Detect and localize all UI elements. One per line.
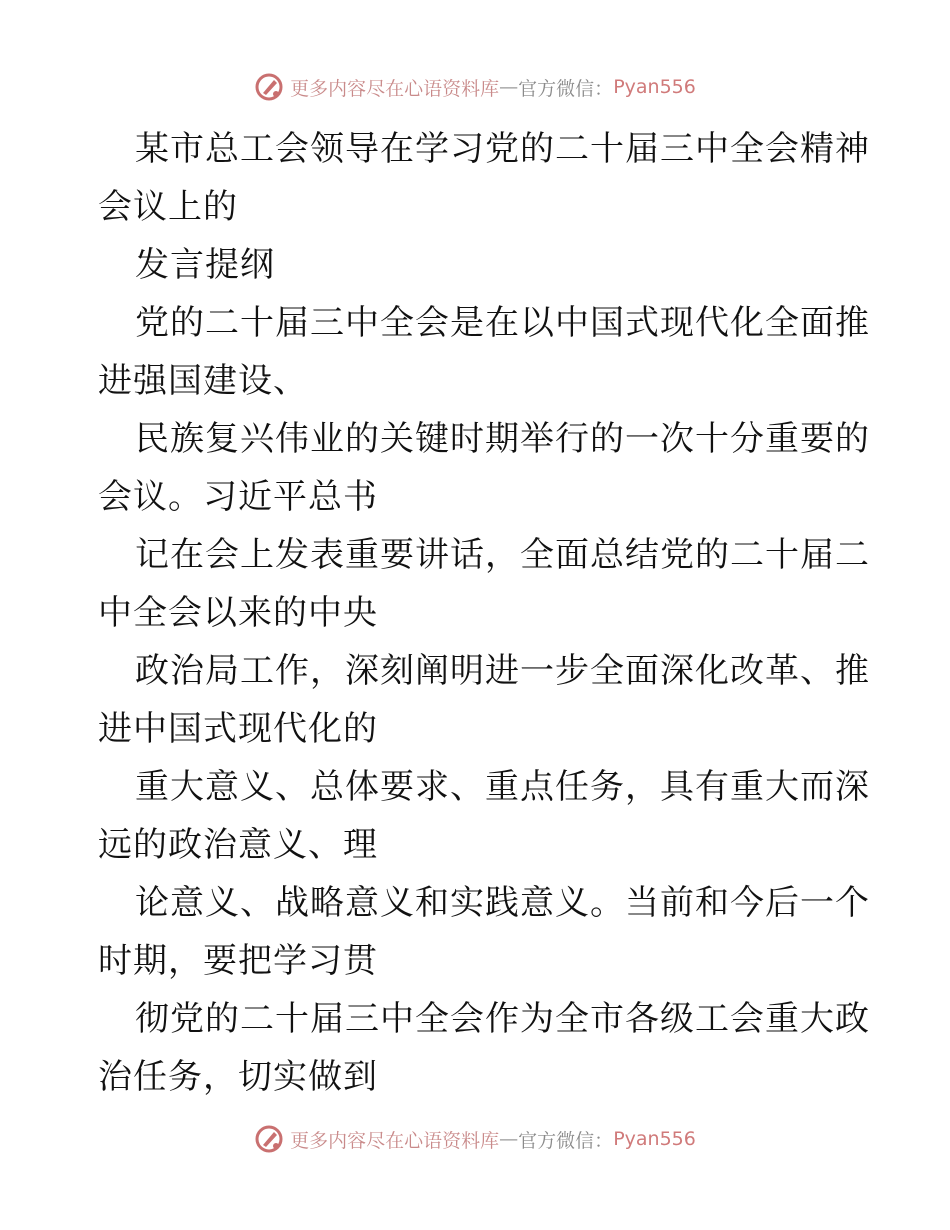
header-watermark: [0, 72, 950, 102]
watermark-separator: —: [499, 76, 519, 98]
text-line: 会议上的: [98, 187, 238, 227]
watermark-main-text: 更多内容尽在心语资料库: [290, 77, 500, 100]
text-line: 民族复兴伟业的关键时期举行的一次十分重要的: [135, 419, 870, 459]
text-line: 重大意义、总体要求、重点任务，具有重大而深: [135, 767, 870, 807]
pen-circle-logo-icon: [254, 72, 284, 102]
text-line: 时期，要把学习贯: [98, 941, 378, 981]
pen-circle-logo-icon: [254, 1124, 284, 1154]
text-line: 政治局工作，深刻阐明进一步全面深化改革、推: [135, 651, 870, 691]
text-line: 中全会以来的中央: [98, 593, 378, 633]
text-line: 党的二十届三中全会是在以中国式现代化全面推: [135, 303, 870, 343]
footer-watermark: [0, 1124, 950, 1154]
text-line: 远的政治意义、理: [98, 825, 378, 865]
watermark-wechat-id: Pyan556: [613, 76, 696, 98]
text-line: 进中国式现代化的: [98, 709, 378, 749]
text-line: 论意义、战略意义和实践意义。当前和今后一个: [135, 883, 870, 923]
watermark-main-text: 更多内容尽在心语资料库: [290, 1129, 500, 1152]
watermark-separator: —: [499, 1128, 519, 1150]
document-body: [98, 120, 870, 1106]
watermark-wechat-id: Pyan556: [613, 1128, 696, 1150]
text-line: 治任务，切实做到: [98, 1057, 378, 1097]
text-line: 彻党的二十届三中全会作为全市各级工会重大政: [135, 999, 870, 1039]
text-line: 进强国建设、: [98, 361, 308, 401]
text-line: 记在会上发表重要讲话，全面总结党的二十届二: [135, 535, 870, 575]
watermark-official-label: 官方微信：: [518, 77, 614, 100]
watermark-official-label: 官方微信：: [518, 1129, 614, 1152]
text-line: 发言提纲: [135, 245, 275, 285]
text-line: 会议。习近平总书: [98, 477, 378, 517]
text-line: 某市总工会领导在学习党的二十届三中全会精神: [135, 129, 870, 169]
